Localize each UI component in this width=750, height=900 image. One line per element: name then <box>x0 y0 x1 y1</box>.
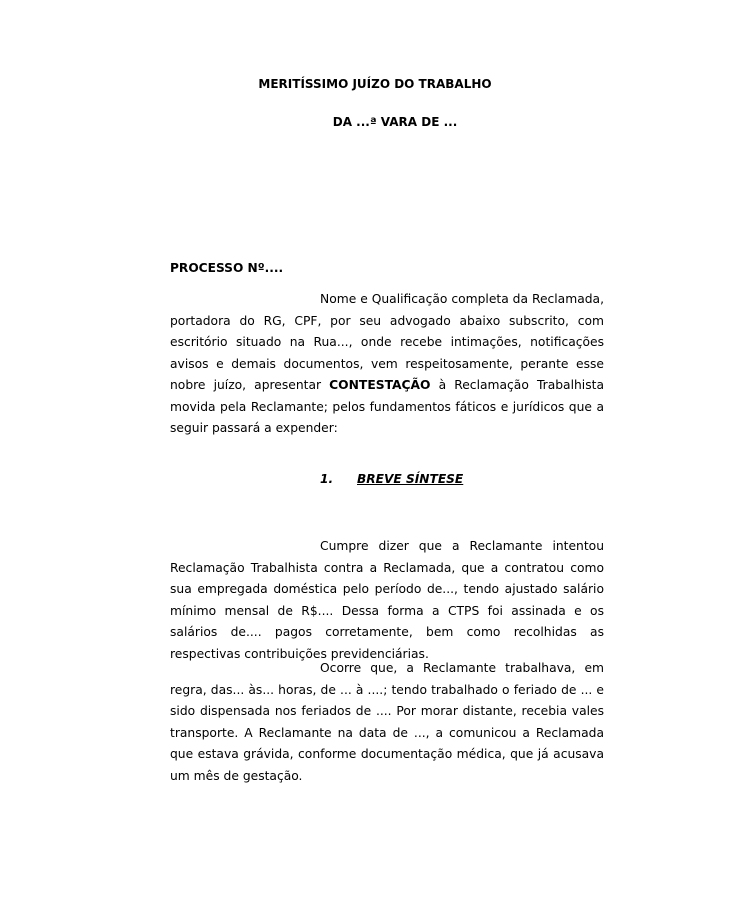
contestacao-keyword: CONTESTAÇÃO <box>329 378 431 392</box>
court-branch-heading: DA ...ª VARA DE ... <box>332 115 458 129</box>
section-number: 1. <box>320 472 334 486</box>
section-title: BREVE SÍNTESE <box>357 472 464 486</box>
process-number: PROCESSO Nº.... <box>170 261 284 275</box>
section-heading <box>320 472 463 486</box>
intro-text-end: à Reclamação Trabalhista movida pela Reclamante; pelos fundamentos fáticos e jurídicos que a seguir passará a expender: <box>170 378 604 435</box>
body-paragraph: Ocorre que, a Reclamante trabalhava, em regra, das... às... horas, de ... à ....; tendo trabalhado o feriado de ... e sido dispensada nos feriados de .... Por morar distante, recebia vales transporte. A Reclamante na data de ..., a comunicou a Reclamada que estava grávida, conforme documentação médica, que já acusava um mês de gestação. <box>170 661 604 783</box>
intro-paragraph <box>170 289 604 440</box>
court-heading: MERITÍSSIMO JUÍZO DO TRABALHO <box>258 77 492 91</box>
intro-text-start: Nome e Qualificação completa da Reclamada, portadora do RG, CPF, por seu advogado abaixo subscrito, com escritório situado na Rua..., onde recebe intimações, notificações avisos e demais documentos, vem respeitosamente, perante esse nobre juízo, apresentar <box>170 292 604 392</box>
body-paragraph: Cumpre dizer que a Reclamante intentou Reclamação Trabalhista contra a Reclamada, que a contratou como sua empregada doméstica pelo período de..., tendo ajustado salário mínimo mensal de R$.... Dessa forma a CTPS foi assinada e os salários de.... pagos corretamente, bem como recolhidas as respectivas contribuições previdenciárias. <box>170 539 604 661</box>
